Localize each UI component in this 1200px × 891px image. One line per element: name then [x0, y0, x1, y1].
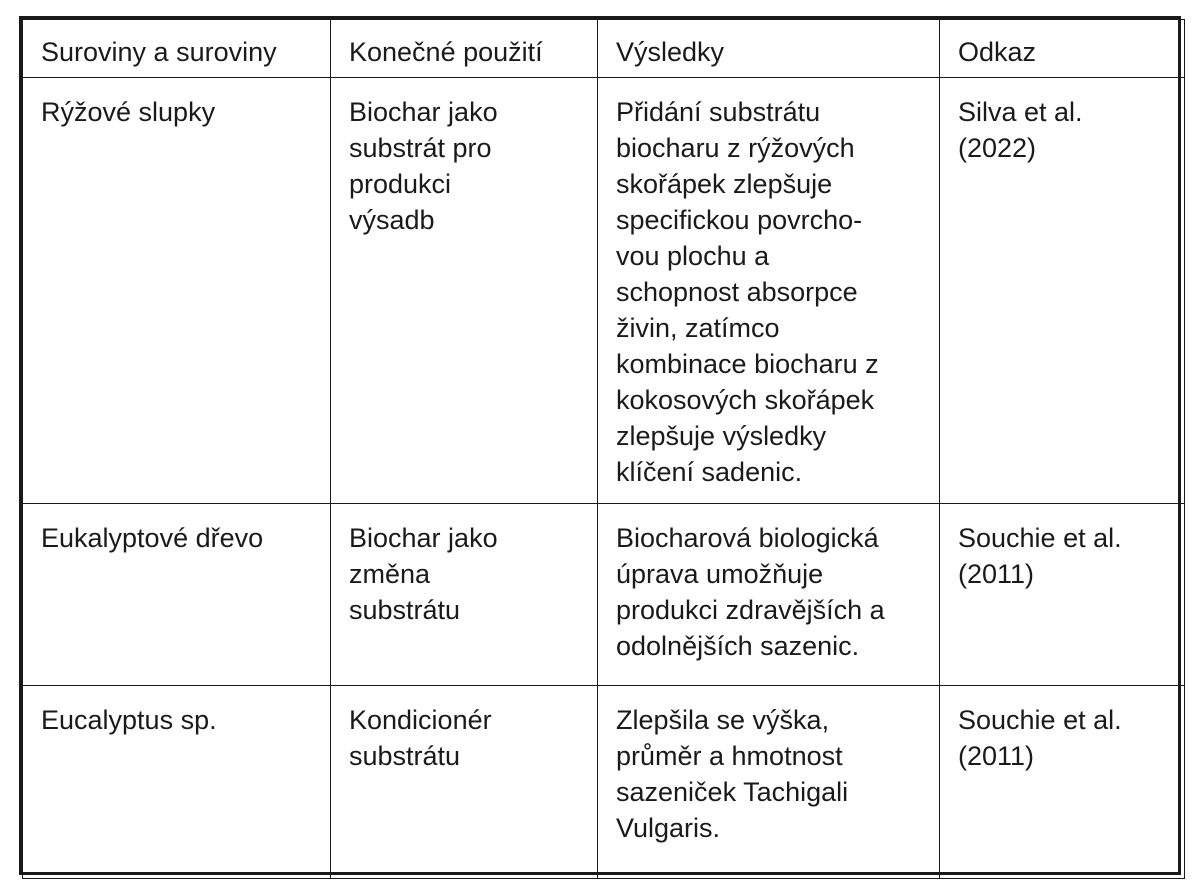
cell-end-use: Biochar jako substrát pro produkci výsadb — [331, 78, 598, 504]
cell-end-use: Kondicionér substrátu — [331, 686, 598, 879]
biochar-table — [19, 16, 1181, 875]
header-raw-material: Suroviny a suroviny — [23, 20, 331, 78]
cell-results: Přidání substrátu biocharu z rýžových skořápek zlepšuje specifickou povrcho- vou plochu a schopnost absorpce živin, zatímco kombinace biocharu z kokosových skořápek zlepšuje výsledky klíčení sadenic. — [598, 78, 940, 504]
cell-results: Zlepšila se výška, průměr a hmotnost sazeniček Tachigali Vulgaris. — [598, 686, 940, 879]
table-row — [23, 78, 1185, 504]
header-results: Výsledky — [598, 20, 940, 78]
cell-results: Biocharová biologická úprava umožňuje produkci zdravějších a odolnějších sazenic. — [598, 504, 940, 686]
table-header-row — [23, 20, 1185, 78]
cell-raw-material: Eucalyptus sp. — [23, 686, 331, 879]
cell-reference: Souchie et al. (2011) — [940, 686, 1185, 879]
cell-raw-material: Eukalyptové dřevo — [23, 504, 331, 686]
header-reference: Odkaz — [940, 20, 1185, 78]
data-table — [22, 19, 1185, 879]
table-row — [23, 686, 1185, 879]
cell-reference: Silva et al. (2022) — [940, 78, 1185, 504]
table-row — [23, 504, 1185, 686]
header-end-use: Konečné použití — [331, 20, 598, 78]
cell-end-use: Biochar jako změna substrátu — [331, 504, 598, 686]
cell-raw-material: Rýžové slupky — [23, 78, 331, 504]
cell-reference: Souchie et al. (2011) — [940, 504, 1185, 686]
